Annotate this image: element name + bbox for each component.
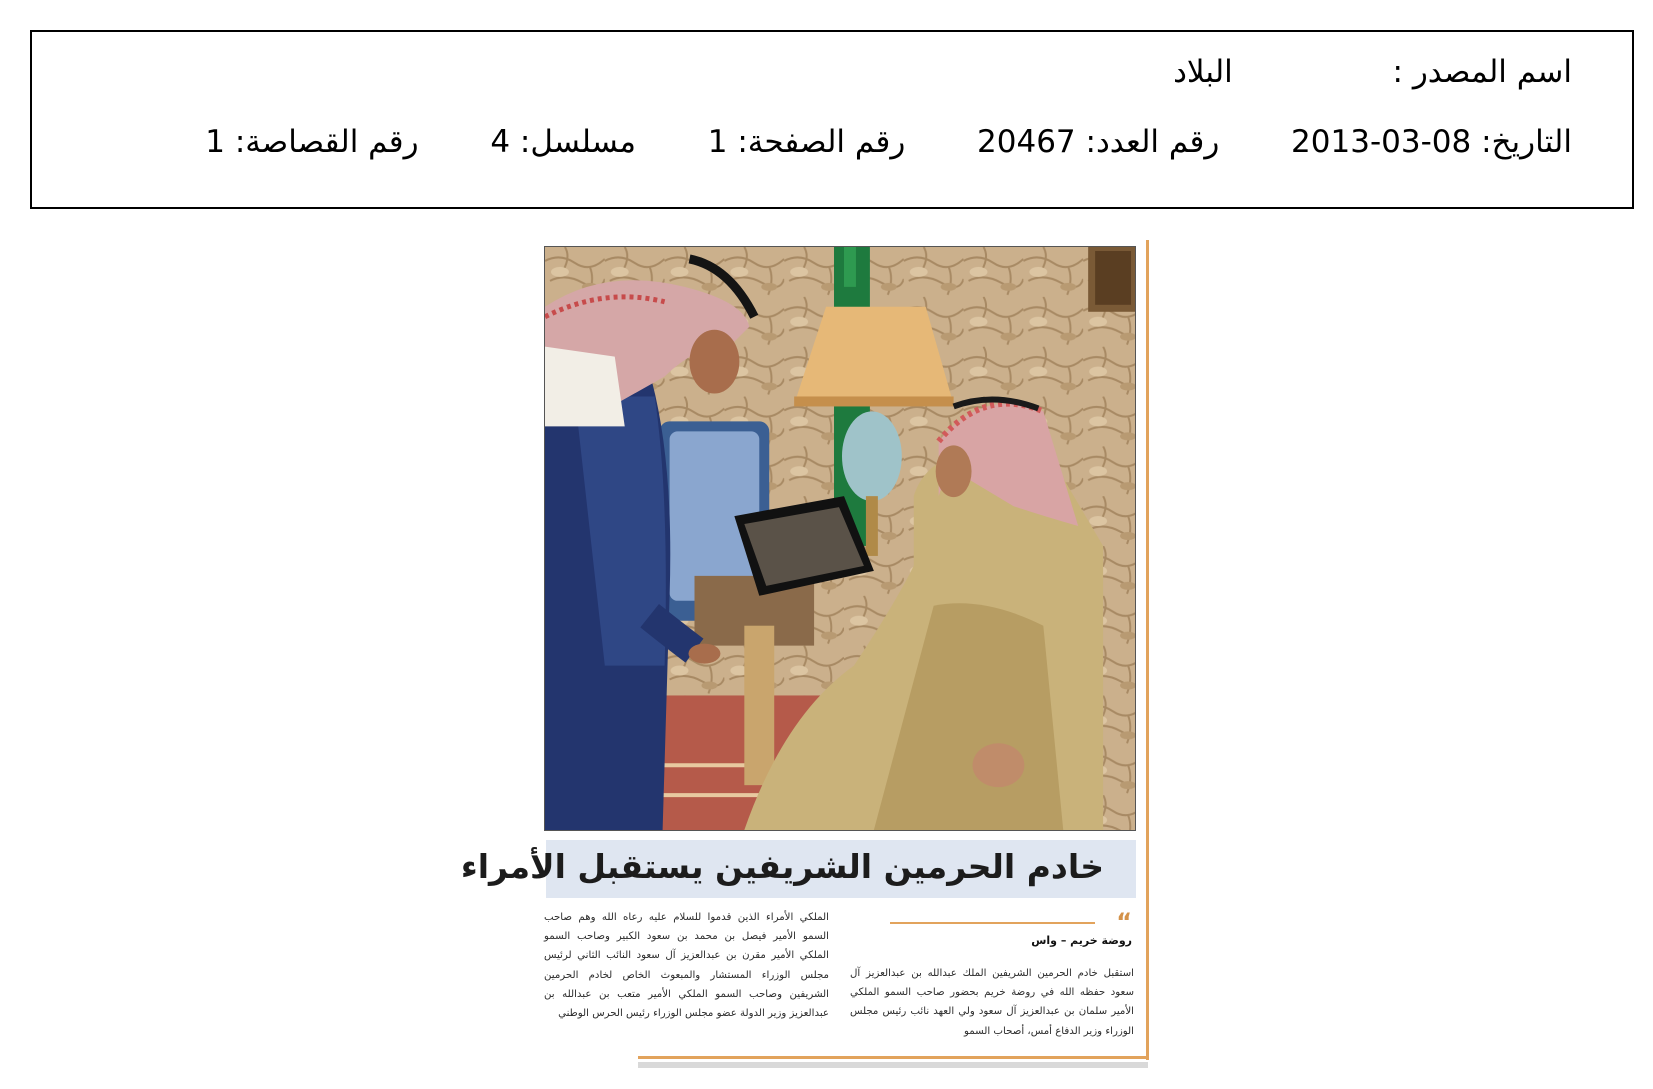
clipping-border-bottom: [638, 1056, 1148, 1059]
serial-label: مسلسل:: [519, 124, 637, 160]
dateline-block: [850, 908, 1136, 948]
clipping-metadata-box: [30, 30, 1634, 209]
source-label: اسم المصدر :: [1392, 54, 1572, 90]
date-label: التاريخ:: [1481, 124, 1572, 160]
page-value: 1: [707, 124, 728, 160]
article-headline: خادم الحرمين الشريفين يستقبل الأمراء: [460, 847, 1104, 886]
serial-value: 4: [490, 124, 511, 160]
details-row: [205, 124, 1572, 160]
issue-field: [967, 124, 1219, 160]
clip-number-field: [205, 124, 418, 160]
article-dateline: روضة خريم – واس: [1031, 934, 1132, 947]
clip-number-value: 1: [205, 124, 225, 160]
article-body-column-left: الملكي الأمراء الذين قدموا للسلام عليه رعاه الله وهم صاحب السمو الأمير فيصل بن محمد بن سعود الكبير وصاحب السمو الملكي الأمير مقرن بن عبدالعزيز آل سعود النائب الثاني لرئيس مجلس الوزراء المستشار والمبعوث الخاص لخادم الحرمين الشريفين وصاحب السمو الملكي الأمير متعب بن عبدالله بن عبدالعزيز وزير الدولة عضو مجلس الوزراء رئيس الحرس الوطني: [544, 912, 829, 1020]
clipping-border-right: [1146, 240, 1149, 1060]
clip-number-label: رقم القصاصة:: [234, 124, 419, 160]
newspaper-clipping: [460, 240, 1148, 1060]
issue-value: 20467: [977, 124, 1076, 160]
news-photo: [544, 246, 1136, 831]
serial-field: [480, 124, 636, 160]
date-value: 2013-03-08: [1291, 124, 1472, 160]
headline-band: [460, 840, 1136, 898]
page-label: رقم الصفحة:: [737, 124, 906, 160]
next-article-strip: [638, 1062, 1148, 1068]
dateline-rule: [890, 922, 1095, 924]
source-value: البلاد: [1173, 54, 1233, 90]
page-field: [698, 124, 905, 160]
source-row: [1173, 54, 1572, 90]
issue-label: رقم العدد:: [1085, 124, 1220, 160]
quote-mark-icon: “: [1116, 908, 1132, 936]
article-body-column-right: استقبل خادم الحرمين الشريفين الملك عبدالله بن عبدالعزيز آل سعود حفظه الله في روضة خريم بحضور صاحب السمو الملكي الأمير سلمان بن عبدالعزيز آل سعود ولي العهد نائب رئيس مجلس الوزراء وزير الدفاع أمس، أصحاب السمو: [850, 968, 1134, 1037]
date-field: [1281, 124, 1572, 160]
